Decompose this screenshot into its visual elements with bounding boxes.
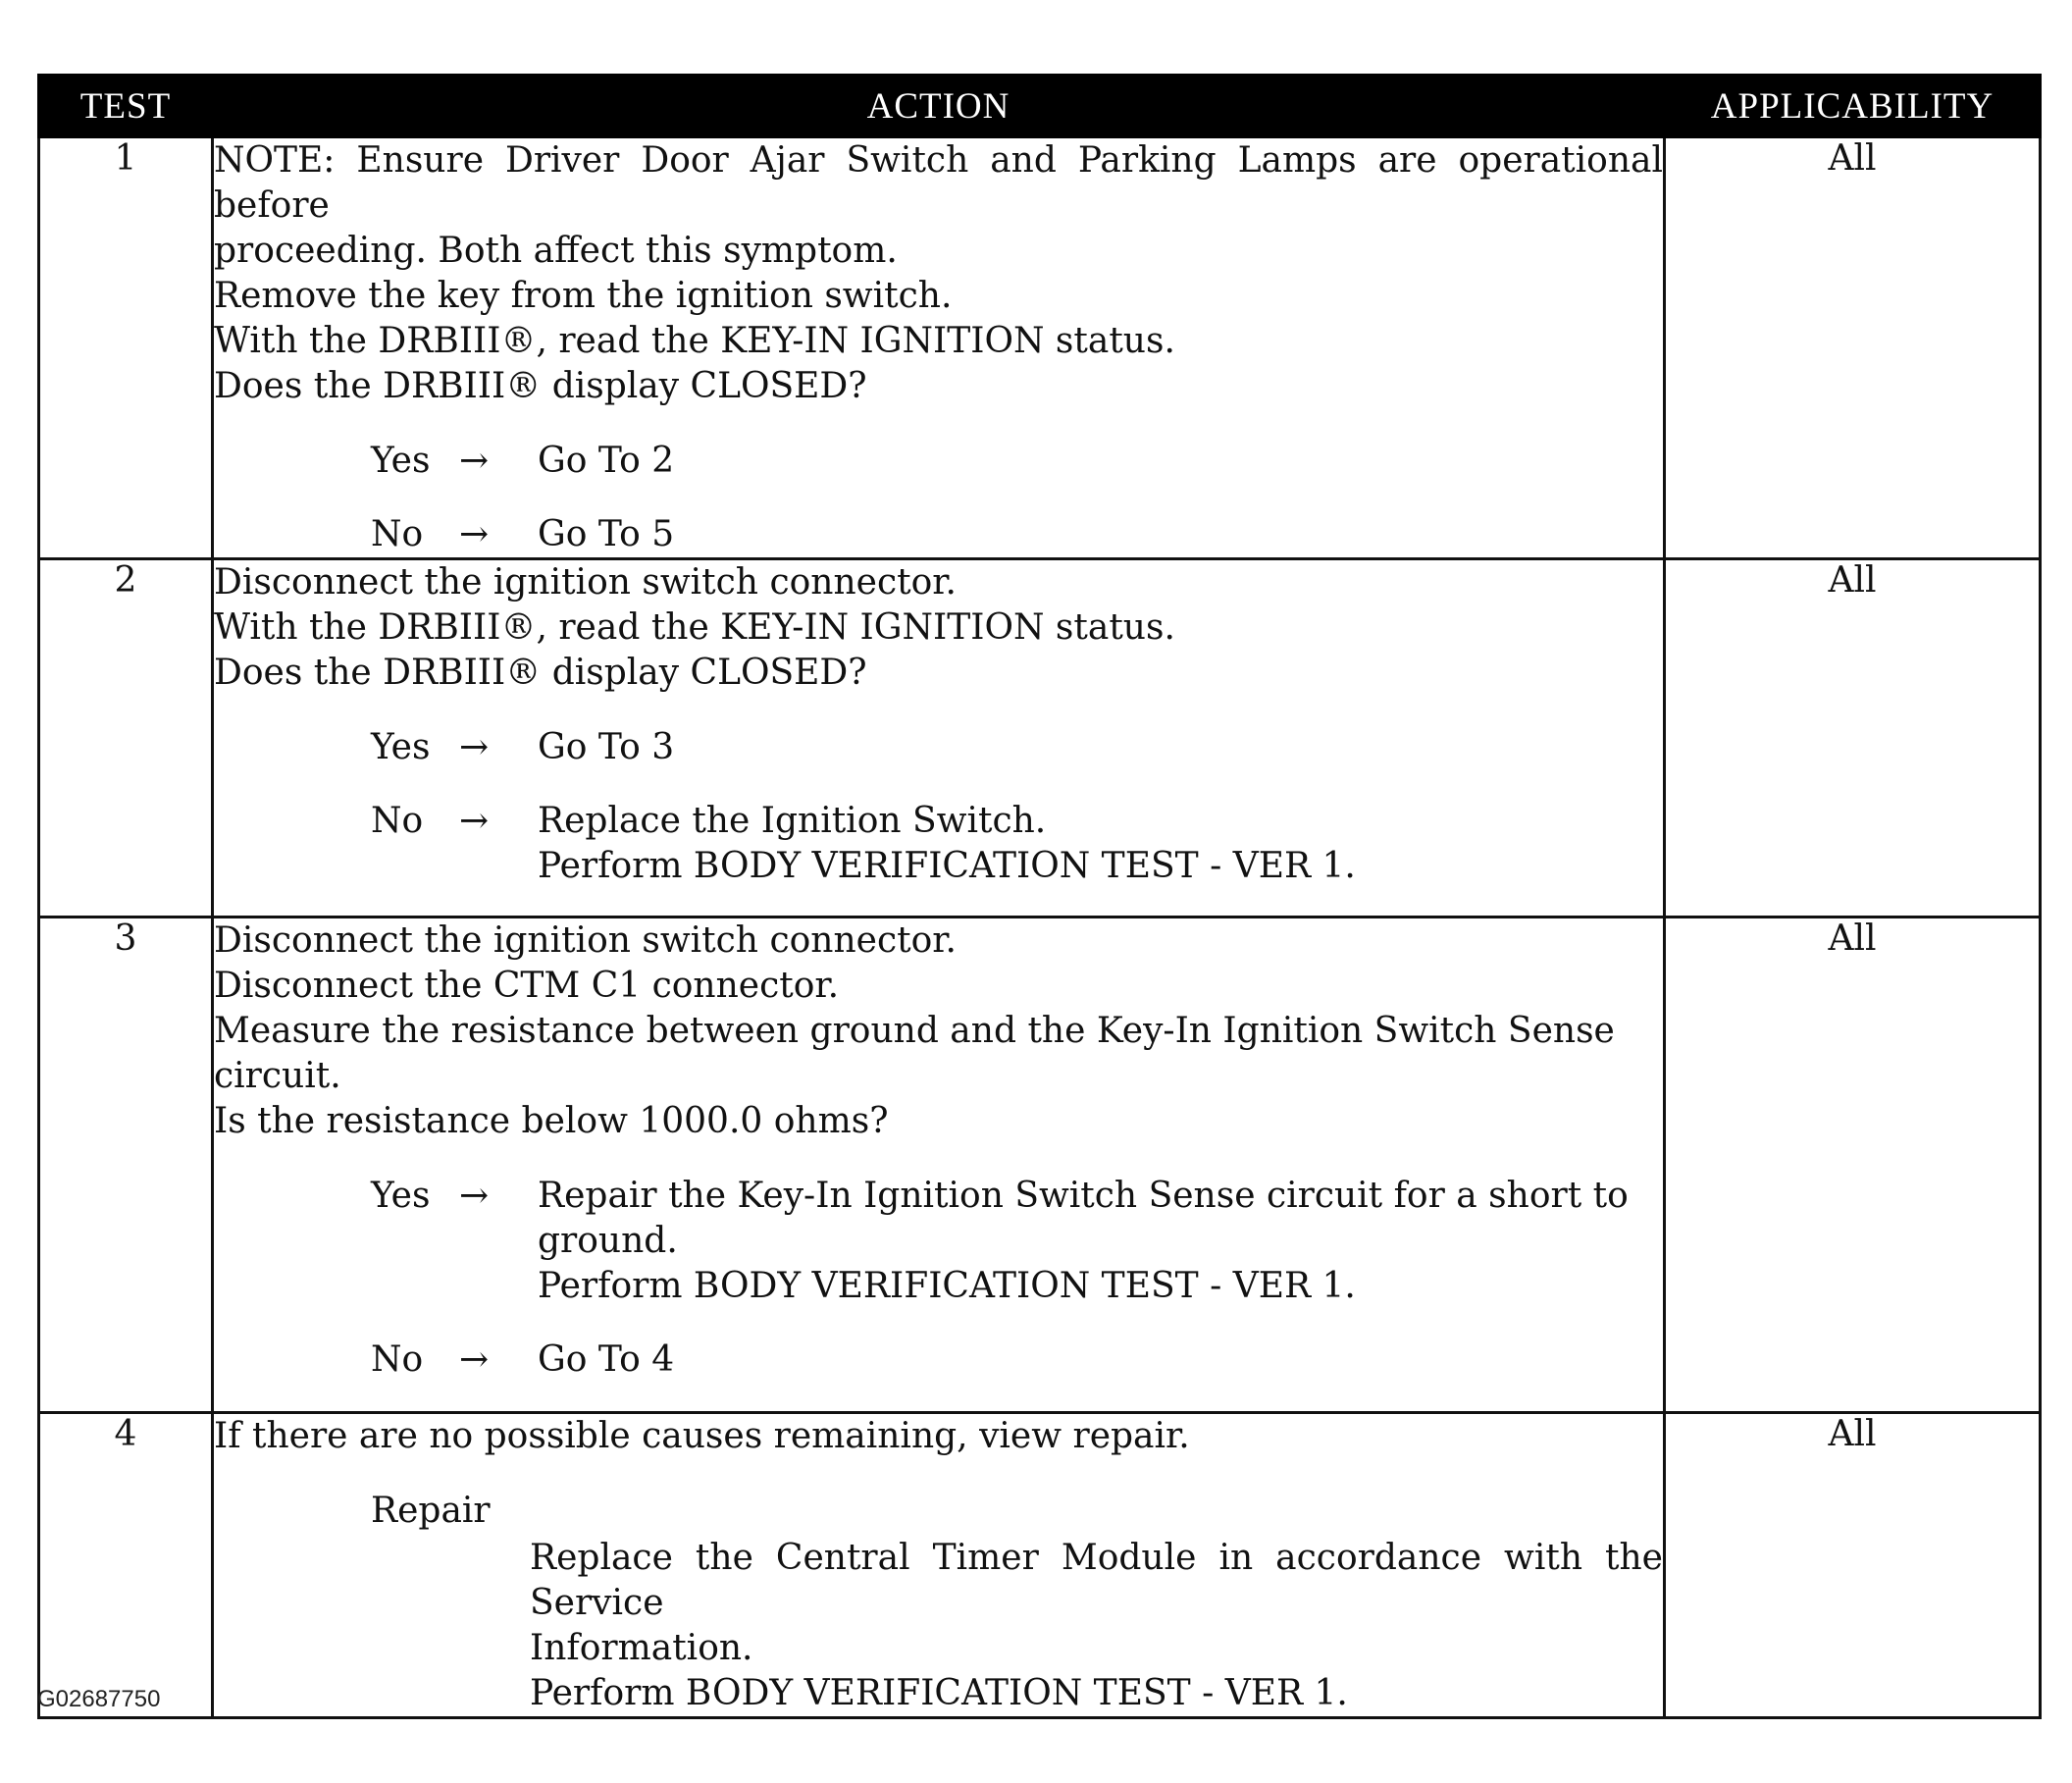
table-header-row xyxy=(39,76,2041,137)
branch-no xyxy=(214,1337,1663,1383)
repair-line: Information. xyxy=(530,1628,753,1668)
branch-text xyxy=(538,799,1663,889)
branch-line: Go To 2 xyxy=(538,441,675,481)
repair-line: Perform BODY VERIFICATION TEST - VER 1. xyxy=(530,1673,1348,1713)
repair-text xyxy=(214,1536,1663,1716)
branch-label: No xyxy=(371,1339,424,1380)
table-row xyxy=(39,137,2041,559)
branch-yes xyxy=(214,725,1663,770)
table-row xyxy=(39,1413,2041,1718)
applicability-cell: All xyxy=(1665,918,2041,1413)
branch-line: Go To 4 xyxy=(538,1339,675,1380)
branch-line: ground. xyxy=(538,1221,678,1261)
table-row xyxy=(39,918,2041,1413)
header-test: TEST xyxy=(39,76,213,137)
branch-line: Replace the Ignition Switch. xyxy=(538,801,1047,841)
test-number: 1 xyxy=(39,137,213,559)
repair-label: Repair xyxy=(371,1491,491,1531)
action-line: circuit. xyxy=(214,1056,341,1096)
arrow-right-icon: → xyxy=(459,727,490,767)
branch-line: Go To 3 xyxy=(538,727,675,767)
action-line: With the DRBIII®, read the KEY-IN IGNITION status. xyxy=(214,607,1175,648)
header-action: ACTION xyxy=(213,76,1665,137)
applicability-cell: All xyxy=(1665,1413,2041,1718)
arrow-right-icon: → xyxy=(459,1339,490,1380)
action-cell xyxy=(213,1413,1665,1718)
branch-line: Perform BODY VERIFICATION TEST - VER 1. xyxy=(538,846,1356,886)
branch-text xyxy=(538,1174,1663,1309)
action-line: Disconnect the ignition switch connector. xyxy=(214,920,957,961)
branch-text xyxy=(538,725,1663,770)
action-cell xyxy=(213,559,1665,918)
branch-label: Yes xyxy=(371,441,431,481)
action-line: NOTE: Ensure Driver Door Ajar Switch and Parking Lamps are operational before xyxy=(214,140,1663,226)
action-cell xyxy=(213,137,1665,559)
test-number: 3 xyxy=(39,918,213,1413)
branch-line: Go To 5 xyxy=(538,514,675,554)
action-line: With the DRBIII®, read the KEY-IN IGNITION status. xyxy=(214,321,1175,361)
test-number: 4 xyxy=(39,1413,213,1718)
action-cell xyxy=(213,918,1665,1413)
diagnostic-test-table xyxy=(37,74,2042,1719)
action-line: Is the resistance below 1000.0 ohms? xyxy=(214,1101,889,1141)
branch-no xyxy=(214,799,1663,889)
action-line: Measure the resistance between ground and the Key-In Ignition Switch Sense xyxy=(214,1011,1615,1051)
action-line: Does the DRBIII® display CLOSED? xyxy=(214,653,867,693)
action-line: Disconnect the CTM C1 connector. xyxy=(214,966,840,1006)
branch-text xyxy=(538,1337,1663,1383)
branch-text xyxy=(538,439,1663,484)
figure-id: G02687750 xyxy=(37,1686,161,1712)
branch-line: Perform BODY VERIFICATION TEST - VER 1. xyxy=(538,1266,1356,1306)
arrow-right-icon: → xyxy=(459,801,490,841)
header-applicability: APPLICABILITY xyxy=(1665,76,2041,137)
branch-label: No xyxy=(371,801,424,841)
arrow-right-icon: → xyxy=(459,441,490,481)
action-line: If there are no possible causes remaining, view repair. xyxy=(214,1416,1190,1456)
branch-label: No xyxy=(371,514,424,554)
repair-line: Replace the Central Timer Module in accordance with the Service xyxy=(530,1538,1663,1623)
branch-label: Yes xyxy=(371,727,431,767)
action-line: proceeding. Both affect this symptom. xyxy=(214,231,898,271)
applicability-cell: All xyxy=(1665,137,2041,559)
applicability-cell: All xyxy=(1665,559,2041,918)
branch-yes xyxy=(214,439,1663,484)
action-line: Remove the key from the ignition switch. xyxy=(214,276,953,316)
test-number: 2 xyxy=(39,559,213,918)
branch-label: Yes xyxy=(371,1176,431,1216)
table-row xyxy=(39,559,2041,918)
action-line: Does the DRBIII® display CLOSED? xyxy=(214,366,867,406)
branch-text xyxy=(538,512,1663,557)
branch-no xyxy=(214,512,1663,557)
diagnostic-table-container xyxy=(37,74,2039,1719)
arrow-right-icon: → xyxy=(459,1176,490,1216)
action-line: Disconnect the ignition switch connector. xyxy=(214,562,957,603)
branch-line: Repair the Key-In Ignition Switch Sense circuit for a short to xyxy=(538,1176,1629,1216)
arrow-right-icon: → xyxy=(459,514,490,554)
branch-yes xyxy=(214,1174,1663,1309)
